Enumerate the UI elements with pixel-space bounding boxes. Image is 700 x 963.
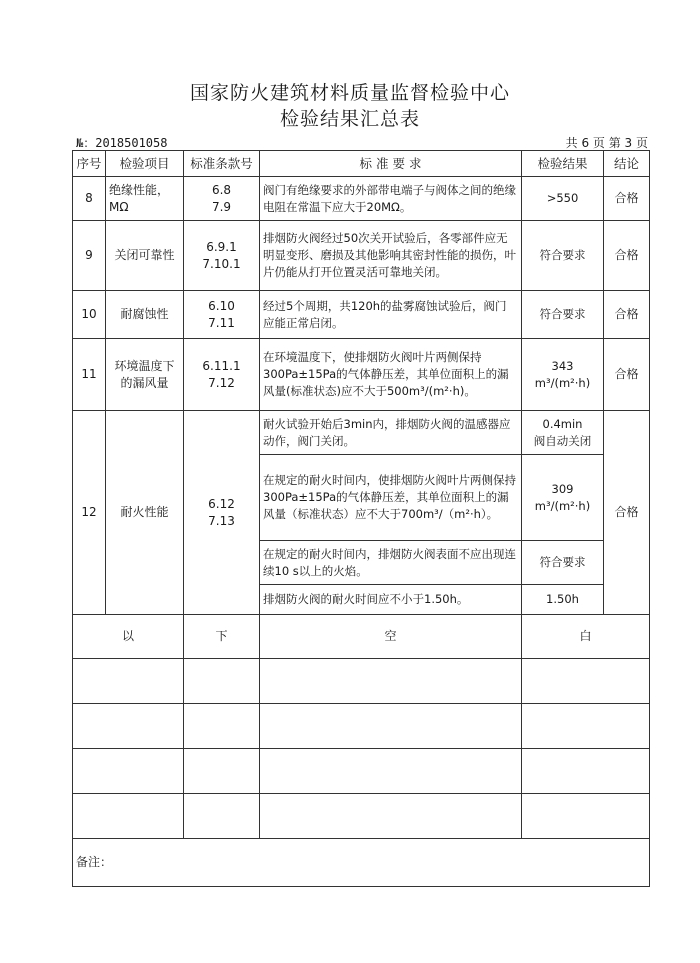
row-no: 8 — [73, 177, 106, 221]
table-header-row — [73, 151, 650, 177]
row-item: 绝缘性能，MΩ — [106, 177, 184, 221]
col-header: 检验结果 — [522, 151, 604, 177]
empty-cell — [260, 659, 522, 704]
table-row — [73, 411, 650, 455]
col-header: 结论 — [604, 151, 650, 177]
row-requirement: 在规定的耐火时间内，使排烟防火阀叶片两侧保持300Pa±15Pa的气体静压差，其单位面积上的漏风量（标准状态）应不大于700m³/（m²·h）。 — [260, 455, 522, 541]
row-requirement: 排烟防火阀的耐火时间应不小于1.50h。 — [260, 585, 522, 615]
row-item: 环境温度下的漏风量 — [106, 339, 184, 411]
row-result: 符合要求 — [522, 221, 604, 291]
empty-cell — [522, 704, 650, 749]
row-result: 符合要求 — [522, 541, 604, 585]
empty-cell — [73, 659, 184, 704]
row-clause: 6.11.1 7.12 — [184, 339, 260, 411]
row-clause: 6.9.1 7.10.1 — [184, 221, 260, 291]
report-number: №：2018501058 — [76, 136, 168, 150]
empty-cell — [73, 704, 184, 749]
table-row — [73, 291, 650, 339]
row-result: 343 m³/(m²·h) — [522, 339, 604, 411]
empty-cell — [260, 794, 522, 839]
col-header: 序号 — [73, 151, 106, 177]
empty-row — [73, 659, 650, 704]
row-conclusion: 合格 — [604, 339, 650, 411]
row-conclusion: 合格 — [604, 177, 650, 221]
row-clause: 6.12 7.13 — [184, 411, 260, 615]
blank-marker-row — [73, 615, 650, 659]
row-requirement: 排烟防火阀经过50次关开试验后，各零部件应无明显变形、磨损及其他影响其密封性能的损伤，叶片仍能从打开位置灵活可靠地关闭。 — [260, 221, 522, 291]
row-requirement: 阀门有绝缘要求的外部带电端子与阀体之间的绝缘电阻在常温下应大于20MΩ。 — [260, 177, 522, 221]
row-result: 1.50h — [522, 585, 604, 615]
row-conclusion: 合格 — [604, 291, 650, 339]
row-clause: 6.8 7.9 — [184, 177, 260, 221]
empty-cell — [260, 749, 522, 794]
blank-marker: 白 — [522, 615, 650, 659]
empty-cell — [184, 659, 260, 704]
row-item: 耐腐蚀性 — [106, 291, 184, 339]
org-title: 国家防火建筑材料质量监督检验中心 — [189, 82, 510, 104]
page-info: 共 6 页 第 3 页 — [565, 136, 648, 150]
row-result: >550 — [522, 177, 604, 221]
results-table — [72, 150, 650, 887]
blank-marker: 下 — [184, 615, 260, 659]
row-no: 10 — [73, 291, 106, 339]
empty-cell — [184, 749, 260, 794]
col-header: 标准条款号 — [184, 151, 260, 177]
empty-cell — [522, 794, 650, 839]
empty-cell — [184, 704, 260, 749]
empty-cell — [260, 704, 522, 749]
row-conclusion: 合格 — [604, 411, 650, 615]
row-requirement: 在规定的耐火时间内，排烟防火阀表面不应出现连续10 s以上的火焰。 — [260, 541, 522, 585]
row-item: 耐火性能 — [106, 411, 184, 615]
table-row — [73, 339, 650, 411]
col-header: 标 准 要 求 — [260, 151, 522, 177]
empty-row — [73, 749, 650, 794]
blank-marker: 以 — [73, 615, 184, 659]
blank-marker: 空 — [260, 615, 522, 659]
col-header: 检验项目 — [106, 151, 184, 177]
empty-cell — [522, 659, 650, 704]
empty-row — [73, 794, 650, 839]
empty-cell — [73, 749, 184, 794]
row-conclusion: 合格 — [604, 221, 650, 291]
empty-cell — [184, 794, 260, 839]
remarks-row — [73, 839, 650, 887]
row-no: 12 — [73, 411, 106, 615]
row-no: 9 — [73, 221, 106, 291]
row-item: 关闭可靠性 — [106, 221, 184, 291]
row-requirement: 在环境温度下，使排烟防火阀叶片两侧保持300Pa±15Pa的气体静压差，其单位面积上的漏风量(标准状态)应不大于500m³/(m²·h)。 — [260, 339, 522, 411]
table-row — [73, 177, 650, 221]
doc-title: 检验结果汇总表 — [279, 108, 420, 130]
row-result: 309 m³/(m²·h) — [522, 455, 604, 541]
empty-row — [73, 704, 650, 749]
row-requirement: 经过5个周期，共120h的盐雾腐蚀试验后，阀门应能正常启闭。 — [260, 291, 522, 339]
row-result: 0.4min 阀自动关闭 — [522, 411, 604, 455]
row-requirement: 耐火试验开始后3min内，排烟防火阀的温感器应动作，阀门关闭。 — [260, 411, 522, 455]
remarks-label: 备注： — [73, 839, 650, 887]
row-clause: 6.10 7.11 — [184, 291, 260, 339]
row-no: 11 — [73, 339, 106, 411]
row-result: 符合要求 — [522, 291, 604, 339]
empty-cell — [522, 749, 650, 794]
empty-cell — [73, 794, 184, 839]
table-row — [73, 221, 650, 291]
